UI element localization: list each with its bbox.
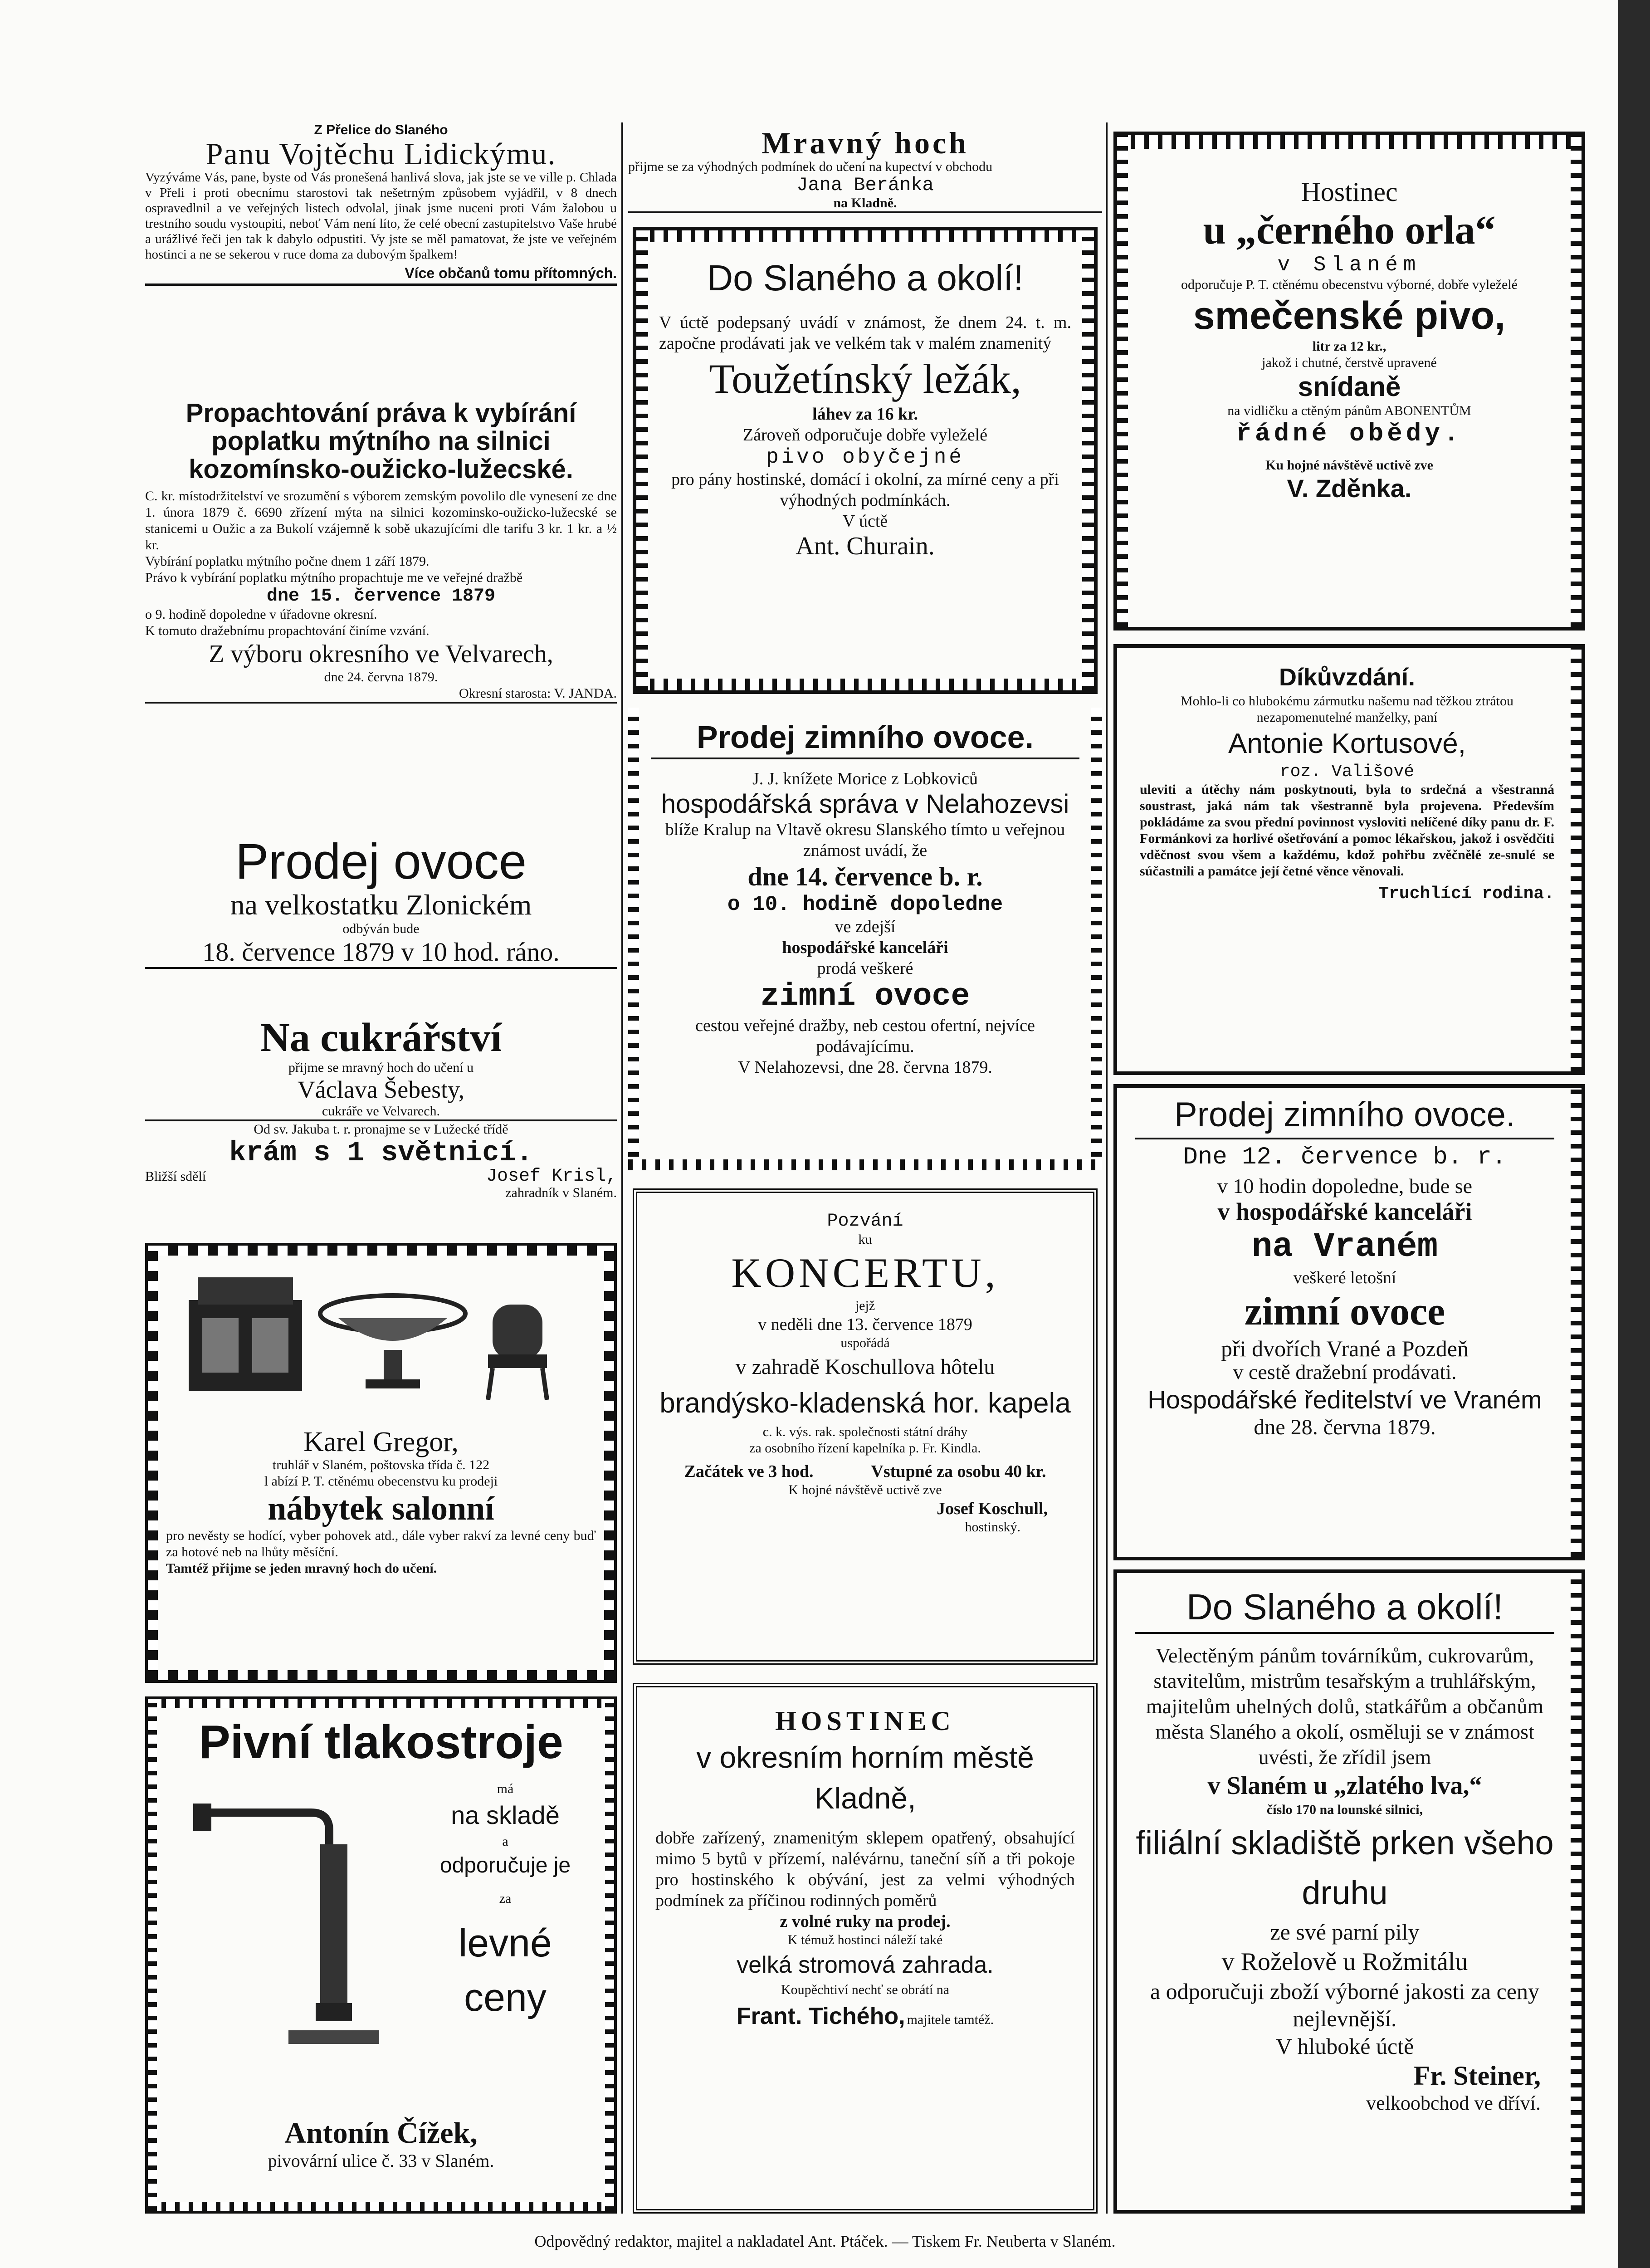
ad-line-4: veškeré letošní xyxy=(1293,1268,1396,1287)
ad-title: HOSTINEC xyxy=(775,1706,955,1736)
ad-line-6: v cestě dražební prodávati. xyxy=(1233,1360,1457,1383)
ornament-border-bottom xyxy=(148,2202,614,2211)
ad-sign-1: V úctě xyxy=(842,512,888,531)
ornament-border-left xyxy=(636,230,648,690)
ornament-border-right xyxy=(1571,1088,1582,1557)
ad-sign-2: Ant. Churain. xyxy=(796,532,935,560)
ad-body: Velectěným pánům továrníkům, cukrovarům, stavitelům, mistrům tesařským a truhlářským, majitelům uhelných dolů, statkářům a občanům města Slaného a okolí, osměluji se v známost uvésti, že zřídil jsem xyxy=(1146,1644,1544,1769)
ad-title: Do Slaného a okolí! xyxy=(1135,1582,1554,1634)
ornament-border-left xyxy=(148,1699,157,2211)
checker-border-top xyxy=(148,1246,614,1256)
ad-title: Do Slaného a okolí! xyxy=(707,258,1024,298)
ad-line-2: odporučuje P. T. ctěnému obecenstvu výborné, dobře vyleželé xyxy=(1181,277,1518,292)
ad-line-4: na vidličku a ctěným pánům ABONENTŮM xyxy=(1227,403,1471,418)
ad-line-1: Pozvání xyxy=(827,1211,903,1232)
ad-place: v Slaném xyxy=(1277,253,1421,277)
ad-line-2: l abízí P. T. ctěnému obecenstvu ku prodeji xyxy=(264,1474,498,1489)
ad-title: Prodej zimního ovoce. xyxy=(1135,1092,1554,1139)
ad-roz: roz. Vališové xyxy=(1279,762,1415,782)
ad-line-2: v Roželově u Rožmitálu xyxy=(1221,1948,1468,1976)
ad-date: v neděli dne 13. července 1879 xyxy=(758,1315,972,1334)
ornament-border-right xyxy=(1571,648,1582,1071)
ad-title: Propachtování práva k vybírání poplatku mýtního na silnici kozomínsko-oužicko-lužecské. xyxy=(186,398,576,484)
ad-body: dobře zařízený, znamenitým sklepem opatřený, obsahující mimo 5 bytů v přízemí, nalévárnu, taneční síň a tři pokoje pro hostinského k obývání, jest za velmi výhodných podmínek za příčinou rodinných poměrů xyxy=(655,1828,1075,1910)
ad-lunch: řádné obědy. xyxy=(1236,419,1463,448)
ad-cizek xyxy=(145,1696,617,2214)
ad-line-2: v 10 hodin dopoledne, bude se xyxy=(1217,1174,1473,1198)
ad-line-5: za xyxy=(499,1891,512,1906)
ad-line-3: jejž xyxy=(855,1298,875,1313)
ad-line-3: jakož i chutné, čerstvě upravené xyxy=(1262,355,1437,370)
column-rule-1 xyxy=(621,122,623,2214)
ad-name: Jana Beránka xyxy=(796,174,934,196)
ad-title: u „černého orla“ xyxy=(1203,208,1496,253)
ornament-border-top xyxy=(148,1699,614,1708)
furniture-illustration xyxy=(175,1264,592,1413)
ad-line-2: na skladě xyxy=(451,1801,560,1829)
ornament-border-bottom xyxy=(636,679,1094,690)
ad-big: zimní ovoce xyxy=(760,979,970,1015)
ad-name: Karel Gregor, xyxy=(303,1427,459,1457)
ad-line-6: Josef Krisl, xyxy=(486,1166,617,1187)
ad-sign: V. Zděnka. xyxy=(1287,474,1412,503)
ad-big: nábytek salonní xyxy=(268,1490,494,1527)
ad-dikuvzdani xyxy=(1113,644,1585,1075)
ornament-border-right xyxy=(1082,230,1094,690)
ad-steiner xyxy=(1113,1569,1585,2214)
ad-line-1: přijme se za výhodných podmínek do učení na kupectví v obchodu xyxy=(628,159,993,174)
ad-line-1: truhlář v Slaném, poštovska třída č. 122 xyxy=(272,1457,490,1472)
ad-churain xyxy=(633,227,1098,694)
page-footer-imprint: Odpovědný redaktor, majitel a nakladatel Ant. Ptáček. — Tiskem Fr. Neuberta v Slaném. xyxy=(534,2232,1116,2250)
ad-line-4: uspořádá xyxy=(840,1335,890,1350)
ad-body-1: C. kr. místodržitelství ve srozumění s výborem zemským povolilo dle vynesení ze dne 1. února 1879 č. 6690 zřízení mýta na silnici kozominsko-oužicko-lužecské se stanicemi u Oužic a za Bukolí vzájemně k sobě ukazujícími dle tarifu 3 kr. 1 kr. a ½ kr. xyxy=(145,489,617,552)
ad-line-4: ve zdejší xyxy=(835,917,896,936)
ad-title: Pivní tlakostroje xyxy=(199,1716,563,1769)
ad-place: v zahradě Koschullova hôtelu xyxy=(735,1355,995,1379)
ad-body-5: K tomuto dražebnímu propachtování činíme vzvání. xyxy=(145,623,430,638)
ad-date: dne 28. června 1879. xyxy=(1254,1415,1436,1439)
ad-big: zimní ovoce xyxy=(1244,1290,1445,1334)
ad-body-3: Právo k vybírání poplatku mýtního propachtuje me ve veřejné dražbě xyxy=(145,570,523,585)
ad-line-2: cukráře ve Velvarech. xyxy=(145,1103,617,1121)
ad-big: Toužetínský ležák, xyxy=(709,356,1021,402)
ad-line-4: V hluboké úctě xyxy=(1275,2033,1414,2059)
ad-title: Mravný hoch xyxy=(762,126,969,160)
ad-sign: Frant. Tichého, xyxy=(736,2003,905,2029)
ad-line-5: Bližší sdělí xyxy=(145,1169,206,1184)
ad-sign: Fr. Steiner, xyxy=(1413,2061,1541,2091)
ad-role: velkoobchod ve dříví. xyxy=(1366,2092,1541,2114)
ad-address: pivovární ulice č. 33 v Slaném. xyxy=(268,2151,494,2171)
checker-border-left xyxy=(148,1246,158,1680)
ad-line-3: Od sv. Jakuba t. r. pronajme se v Lužecké třídě xyxy=(254,1122,508,1137)
ad-line-2: hospodářská správa v Nelahozevsi xyxy=(661,789,1069,819)
ad-prodej-ovoce xyxy=(145,835,617,969)
ad-entry: Vstupné za osobu 40 kr. xyxy=(871,1462,1046,1481)
ad-koncert xyxy=(633,1188,1098,1665)
ad-subtitle: v okresním horním městě Kladně, xyxy=(696,1740,1034,1815)
ad-place: na Kladně. xyxy=(628,195,1102,213)
ad-line-7: K hojné návštěvě uctivě zve xyxy=(788,1482,942,1497)
ad-line-3: blíže Kralup na Vltavě okresu Slanského tímto u veřejnou známost uvádí, že xyxy=(665,820,1065,860)
ad-role: majitele tamtéž. xyxy=(907,2012,994,2027)
scan-edge-right xyxy=(1618,0,1650,2268)
ad-line-2: velká stromová zahrada. xyxy=(737,1952,994,1978)
ad-title: Prodej ovoce xyxy=(235,834,527,890)
ad-line-1: V úctě podepsaný uvádí v známost, že dnem 24. t. m. započne prodávati jak ve velkém tak v malém znamenitý xyxy=(659,313,1071,353)
ad-line-5: Ku hojné návštěvě uctivě zve xyxy=(1265,458,1433,473)
ad-prelice xyxy=(145,122,617,286)
ad-place: v Slaném u „zlatého lva,“ xyxy=(1207,1772,1482,1800)
ad-body: uleviti a útěchy nám poskytnouti, byla to srdečná a všestranná soustrast, jaká nám tak všestranně byla projevena. Především pokládáme za svou přední povinnost vysloviti nelíčené díky panu dr. F. Formánkovi za horlivé ošetřování a pomoc lékařskou, jakož i osvědčiti vděčnost svou všem a každému, kdož pohřbu zvěčnělé ze-snulé se súčastnili a památce její četné věnce věnovali. xyxy=(1140,782,1554,879)
ornament-border-bottom xyxy=(628,1159,1102,1170)
ad-sign-2: dne 24. června 1879. xyxy=(324,670,438,684)
ad-line-5: c. k. výs. rak. společnosti státní dráhy xyxy=(762,1424,968,1439)
ad-line-4: krám s 1 světnicí. xyxy=(229,1137,533,1169)
ornament-border-left xyxy=(628,708,639,1170)
ad-title: Prodej zimního ovoce. xyxy=(651,717,1079,759)
ad-hostinec-kladno xyxy=(633,1683,1098,2214)
ornament-border-right xyxy=(605,1699,614,2211)
ad-sign-3: Okresní starosta: V. JANDA. xyxy=(145,685,617,704)
ad-date-1: dne 14. července b. r. xyxy=(747,862,983,891)
ad-line-4: odporučuje je xyxy=(439,1853,571,1877)
ad-place: na Vraném xyxy=(1251,1227,1438,1266)
ornament-border-left xyxy=(1117,135,1128,627)
ad-body: pro nevěsty se hodící, vyber pohovek atd., dále vyber rakví za levné ceny buď za hotové neb na lhůty měsíční. xyxy=(166,1528,596,1559)
ad-text: odbýván bude xyxy=(342,921,420,936)
ad-date-2: o 10. hodině dopoledne xyxy=(727,893,1003,916)
ad-line-3: Tamtéž přijme se jeden mravný hoch do učení. xyxy=(166,1561,437,1576)
ad-line-1: J. J. knížete Morice z Lobkoviců xyxy=(752,769,978,788)
ad-sign: Truchlící rodina. xyxy=(1378,884,1554,904)
ad-line-6: levné ceny xyxy=(459,1921,552,2019)
ad-free: z volné ruky na prodej. xyxy=(780,1912,951,1931)
ornament-border-right xyxy=(1571,135,1582,627)
ad-myto xyxy=(145,399,617,704)
ad-line-1: Hostinec xyxy=(1301,177,1398,207)
ad-price: litr za 12 kr., xyxy=(1312,339,1386,354)
ad-line-7: zahradník v Slaném. xyxy=(505,1185,617,1200)
ad-cerny-orel xyxy=(1113,132,1585,631)
ad-gregor xyxy=(145,1243,617,1683)
ad-food: snídaně xyxy=(1298,371,1401,402)
ad-big: smečenské pivo, xyxy=(1193,294,1506,337)
ad-line-1: ze své parní pily xyxy=(1270,1919,1420,1945)
ornament-border-right xyxy=(1091,708,1102,1170)
ad-line-5: při dvořích Vrané a Pozdeň xyxy=(1221,1336,1469,1361)
column-rule-2 xyxy=(1106,122,1108,2214)
ad-big: filiální skladiště prken všeho druhu xyxy=(1136,1824,1554,1911)
ad-line-1: Dne 12. července b. r. xyxy=(1183,1144,1507,1171)
ad-date: dne 15. července 1879 xyxy=(266,586,496,606)
ad-line-3: a xyxy=(502,1834,508,1849)
checker-border-bottom xyxy=(148,1670,614,1680)
ad-line-3: v hospodářské kanceláři xyxy=(1217,1198,1472,1225)
ad-line-8: V Nelahozevsi, dne 28. června 1879. xyxy=(738,1058,992,1077)
ad-line-3: pro pány hostinské, domácí i okolní, za mírné ceny a při výhodných podmínkách. xyxy=(671,470,1059,510)
ad-line-3: Koupěchtiví nechť se obrátí na xyxy=(781,1982,950,1997)
ad-name: Václava Šebesty, xyxy=(297,1076,465,1103)
ad-line-1: přijme se mravný hoch do učení u xyxy=(288,1060,474,1075)
ad-line-2: Zároveň odporučuje dobře vyleželé xyxy=(742,425,988,445)
ornament-border-top xyxy=(1117,135,1582,149)
ad-line-7: cestou veřejné dražby, neb cestou ofertní, nejvíce podávajícímu. xyxy=(695,1016,1035,1056)
ad-band: brandýsko-kladenská hor. kapela xyxy=(659,1388,1071,1419)
ad-line-6: za osobního řízení kapelníka p. Fr. Kindla. xyxy=(749,1441,981,1456)
ad-beer: pivo obyčejné xyxy=(766,445,964,469)
ad-name: Antonín Čížek, xyxy=(284,2116,478,2150)
ad-vrane xyxy=(1113,1084,1585,1560)
ad-title: KONCERTU, xyxy=(731,1250,999,1296)
ad-body-4: o 9. hodině dopoledne v úřadovne okresní. xyxy=(145,607,377,622)
ad-date: 18. července 1879 v 10 hod. ráno. xyxy=(145,937,617,969)
ad-line-1: Mohlo-li co hlubokému zármutku našemu nad těžkou ztrátou nezapomenutelné manželky, paní xyxy=(1181,694,1513,725)
ad-line-5: hospodářské kanceláři xyxy=(782,938,948,957)
ad-start: Začátek ve 3 hod. xyxy=(684,1462,814,1481)
ad-line-1: K témuž hostinci náleží také xyxy=(787,1932,943,1947)
ornament-border-right xyxy=(1571,1573,1582,2210)
ad-address: číslo 170 na lounské silnici, xyxy=(1266,1802,1423,1817)
ad-title: Panu Vojtěchu Lidickýmu. xyxy=(205,137,557,171)
ad-title: Díkůvzdání. xyxy=(1279,664,1416,691)
ad-price: láhev za 16 kr. xyxy=(812,405,918,424)
ad-sign: Hospodářské ředitelství ve Vraném xyxy=(1147,1385,1542,1414)
ad-cukrarstvi xyxy=(145,1016,617,1201)
ad-kicker: Z Přelice do Slaného xyxy=(314,122,448,137)
ad-signature: Více občanů tomu přítomných. xyxy=(145,265,617,286)
ad-title: Na cukrářství xyxy=(260,1015,502,1060)
beer-pump-illustration xyxy=(175,1776,411,2067)
ad-lobkovic xyxy=(628,708,1102,1170)
ad-subtitle: na velkostatku Zlonickém xyxy=(230,889,532,921)
ad-line-2: ku xyxy=(858,1232,872,1247)
ornament-border-top xyxy=(636,230,1094,242)
ad-body: Vyzýváme Vás, pane, byste od Vás pronešená hanlivá slova, jak jste se ve ville p. Chlada v Přeli i proti obecnímu starostovi tak nešetrným způsobem vyjádřil, v 8 dnech ospravedlnil a ve veřejných listech odvolal, jinak jsme nuceni proti Vám žalobou u trestního soudu vystoupiti, neboť Vám není líto, že celé obecní zastupitelstvo Vaše hrubé a urážlivé řeči jen tak k dabylo odpustiti. Vy jste se měl pamatovat, že jste ve veřejném hostinci a ne se sekerou v ruce doma za dubovým špalkem! xyxy=(145,170,617,262)
ad-line-6: prodá veškeré xyxy=(817,959,913,978)
ad-sign-1: Z výboru okresního ve Velvarech, xyxy=(209,640,553,668)
ad-line-1: má xyxy=(497,1781,514,1796)
ad-body-2: Vybírání poplatku mýtního počne dnem 1 září 1879. xyxy=(145,554,430,569)
ad-line-3: a odporučuji zboží výborné jakosti za ceny nejlevnější. xyxy=(1150,1979,1540,2031)
checker-border-right xyxy=(604,1246,614,1680)
ad-name: Antonie Kortusové, xyxy=(1228,728,1466,759)
ad-sign: Josef Koschull, xyxy=(937,1499,1048,1518)
ad-mravny-hoch xyxy=(628,127,1102,213)
ad-role: hostinský. xyxy=(965,1520,1020,1535)
